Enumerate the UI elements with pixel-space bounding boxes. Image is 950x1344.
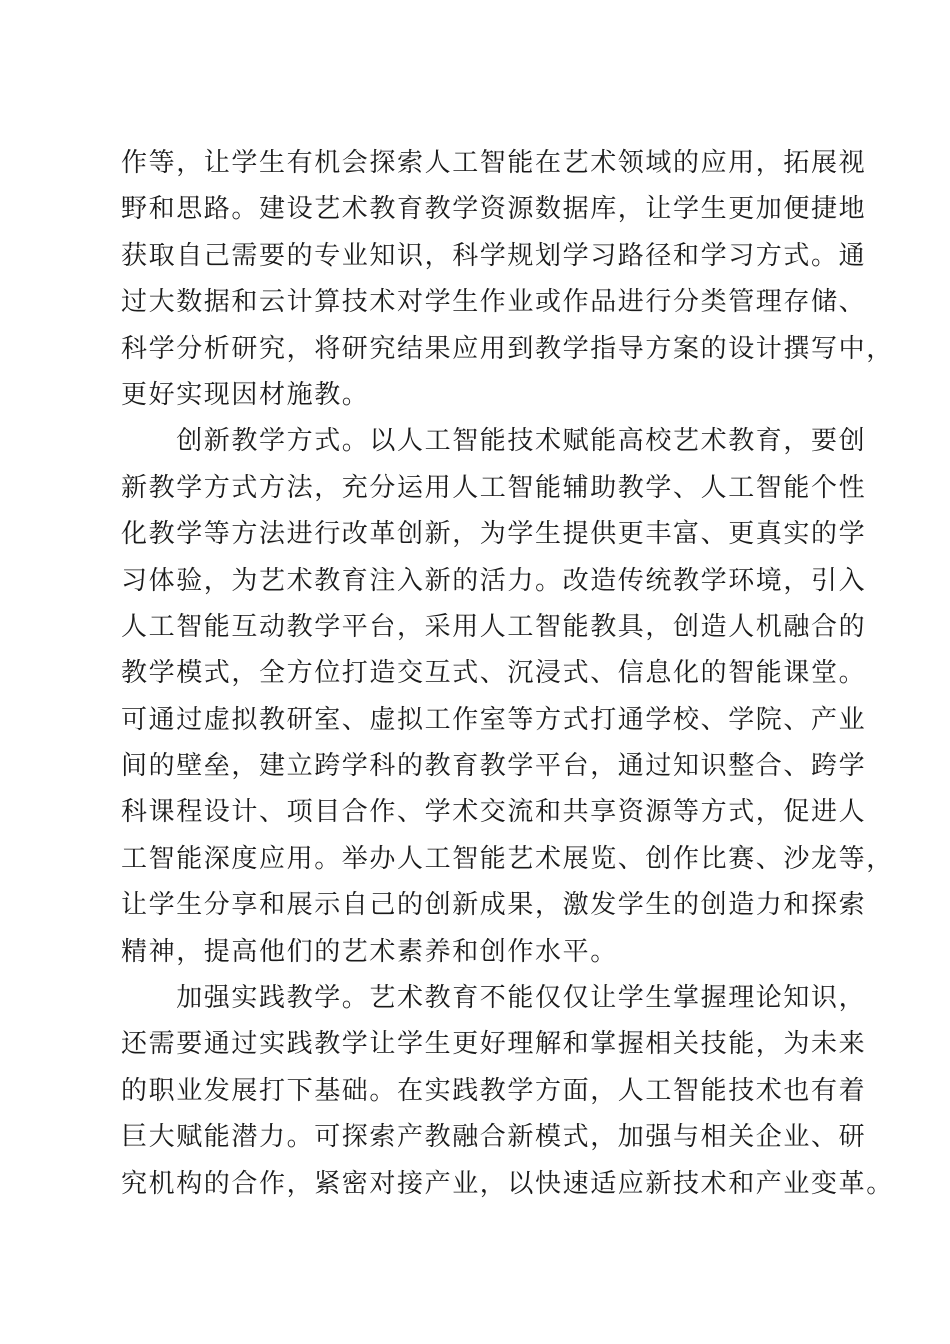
text-line: 过大数据和云计算技术对学生作业或作品进行分类管理存储、 [121,287,867,318]
text-line: 可通过虚拟教研室、虚拟工作室等方式打通学校、学院、产业 [121,704,867,735]
text-line: 作等，让学生有机会探索人工智能在艺术领域的应用，拓展视 [121,148,867,178]
text-line: 科学分析研究，将研究结果应用到教学指导方案的设计撰写中， [121,333,894,364]
text-line: 加强实践教学。艺术教育不能仅仅让学生掌握理论知识， [121,983,867,1014]
text-line: 化教学等方法进行改革创新，为学生提供更丰富、更真实的学 [121,519,867,550]
text-line: 工智能深度应用。举办人工智能艺术展览、创作比赛、沙龙等， [121,843,894,874]
text-line: 人工智能互动教学平台，采用人工智能教具，创造人机融合的 [121,611,867,642]
text-line: 习体验，为艺术教育注入新的活力。改造传统教学环境，引入 [121,565,867,596]
text-line: 究机构的合作，紧密对接产业，以快速适应新技术和产业变革。 [121,1168,894,1199]
paragraph-1 [121,140,894,418]
text-line: 更好实现因材施教。 [121,379,370,410]
document-body [121,140,894,1207]
text-line: 科课程设计、项目合作、学术交流和共享资源等方式，促进人 [121,797,867,828]
text-line: 让学生分享和展示自己的创新成果，激发学生的创造力和探索 [121,890,867,921]
text-line: 还需要通过实践教学让学生更好理解和掌握相关技能，为未来 [121,1029,867,1060]
text-line: 精神，提高他们的艺术素养和创作水平。 [121,936,618,967]
text-line: 获取自己需要的专业知识，科学规划学习路径和学习方式。通 [121,240,867,271]
text-line: 教学模式，全方位打造交互式、沉浸式、信息化的智能课堂。 [121,658,867,689]
text-line: 的职业发展打下基础。在实践教学方面，人工智能技术也有着 [121,1075,867,1106]
paragraph-2 [121,418,894,975]
paragraph-3 [121,975,894,1207]
text-line: 间的壁垒，建立跨学科的教育教学平台，通过知识整合、跨学 [121,751,867,782]
text-line: 新教学方式方法，充分运用人工智能辅助教学、人工智能个性 [121,472,867,503]
text-line: 创新教学方式。以人工智能技术赋能高校艺术教育，要创 [121,426,867,457]
text-line: 巨大赋能潜力。可探索产教融合新模式，加强与相关企业、研 [121,1122,867,1153]
text-line: 野和思路。建设艺术教育教学资源数据库，让学生更加便捷地 [121,194,867,225]
